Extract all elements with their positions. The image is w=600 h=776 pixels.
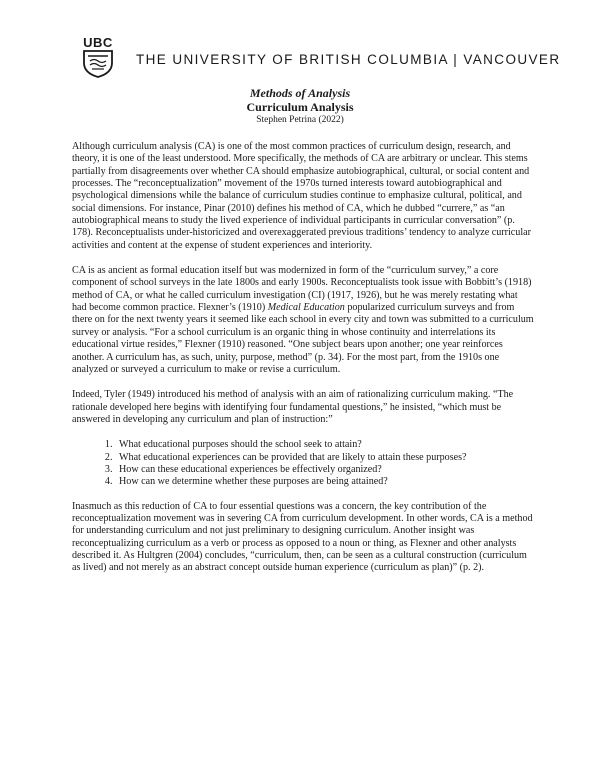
- paragraph-1: Although curriculum analysis (CA) is one of the most common practices of curriculum design, research, and theory, it is one of the least understood. More specifically, the methods of CA are arbitrary or unclear. This stems partially from disagreements over whether CA should emphasize autobiographical, cultural, or social content and processes. The “reconceptualization” movement of the 1970s turned interests toward autobiographical and psychological dimensions while the balance of curriculum studies continue to emphasize cultural, political, and social dimensions. For instance, Pinar (2010) defines his method of CA, which he dubbed “currere,” as “an autobiographical means to study the lived experience of individual participants in curricular conversation” (p. 178). Reconceptualists under-historicized and overexaggerated previous traditions’ tendency to analyze curricular activities and content at the expense of student experiences and interiority.: [72, 141, 531, 251]
- paragraph-2-text-b: popularized curriculum surveys and from there on for the next twenty years it seemed like each school in every city and town was submitted to a curriculum survey or analysis. “For a school curriculum is an organic thing in whose continuity and interrelations its educational virtue resides,” Flexner (1910) reasoned. “One subject bears upon another; one year reinforces another. A curriculum has, as such, unity, purpose, method” (p. 34). For the most part, from the 1910s one analyzed or surveyed a curriculum to make or revise a curriculum.: [72, 302, 534, 375]
- document-title: Curriculum Analysis: [246, 100, 354, 114]
- crest-icon: [82, 50, 114, 78]
- header: [78, 35, 561, 80]
- list-item: 1. What educational purposes should the school seek to attain?: [115, 439, 534, 451]
- paragraph-2-text-a: CA is as ancient as formal education itself but was modernized in form of the “curriculum survey,” a core component of school surveys in the late 1800s and early 1900s. Reconceptualists took issue with Bobbitt’s (1918) method of CA, or what he called curriculum investigation (CI) (1917, 1926), but he was merely restating what had become common practice. Flexner’s (1910): [72, 265, 532, 314]
- list-item: 4. How can we determine whether these purposes are being attained?: [115, 476, 534, 488]
- paragraph-4: Inasmuch as this reduction of CA to four essential questions was a concern, the key contribution of the reconceptualization movement was in severing CA from curriculum development. In other words, CA is a method for understanding curriculum and not just preliminary to designing curriculum. Another insight was reconceptualizing curriculum as a verb or process as opposed to a noun or thing, as Flexner and other analysts described it. As Hultgren (2004) concludes, “curriculum, then, can be seen as a cultural construction (curriculum as lived) and not merely as an abstract concept outside human experience (curriculum as plan)” (p. 2).: [72, 500, 533, 574]
- ubc-logo: [78, 36, 118, 80]
- university-name: THE UNIVERSITY OF BRITISH COLUMBIA | VANCOUVER: [136, 52, 561, 67]
- paragraph-2: [72, 265, 534, 376]
- author-line: Stephen Petrina (2022): [256, 115, 344, 125]
- list-item: 3. How can these educational experiences be effectively organized?: [115, 464, 534, 476]
- questions-list: [72, 439, 534, 488]
- title-block: [0, 86, 600, 126]
- logo-text: UBC: [83, 35, 113, 50]
- paragraph-2-book-title: Medical Education: [267, 302, 345, 314]
- series-title: Methods of Analysis: [249, 86, 351, 100]
- list-item: 2. What educational experiences can be provided that are likely to attain these purposes?: [115, 452, 534, 464]
- document-body: [72, 141, 534, 588]
- paragraph-3: Indeed, Tyler (1949) introduced his method of analysis with an aim of rationalizing curriculum making. “The rationale developed here begins with identifying four fundamental questions,” he insisted, “which must be answered in developing any curriculum and plan of instruction:”: [72, 389, 514, 425]
